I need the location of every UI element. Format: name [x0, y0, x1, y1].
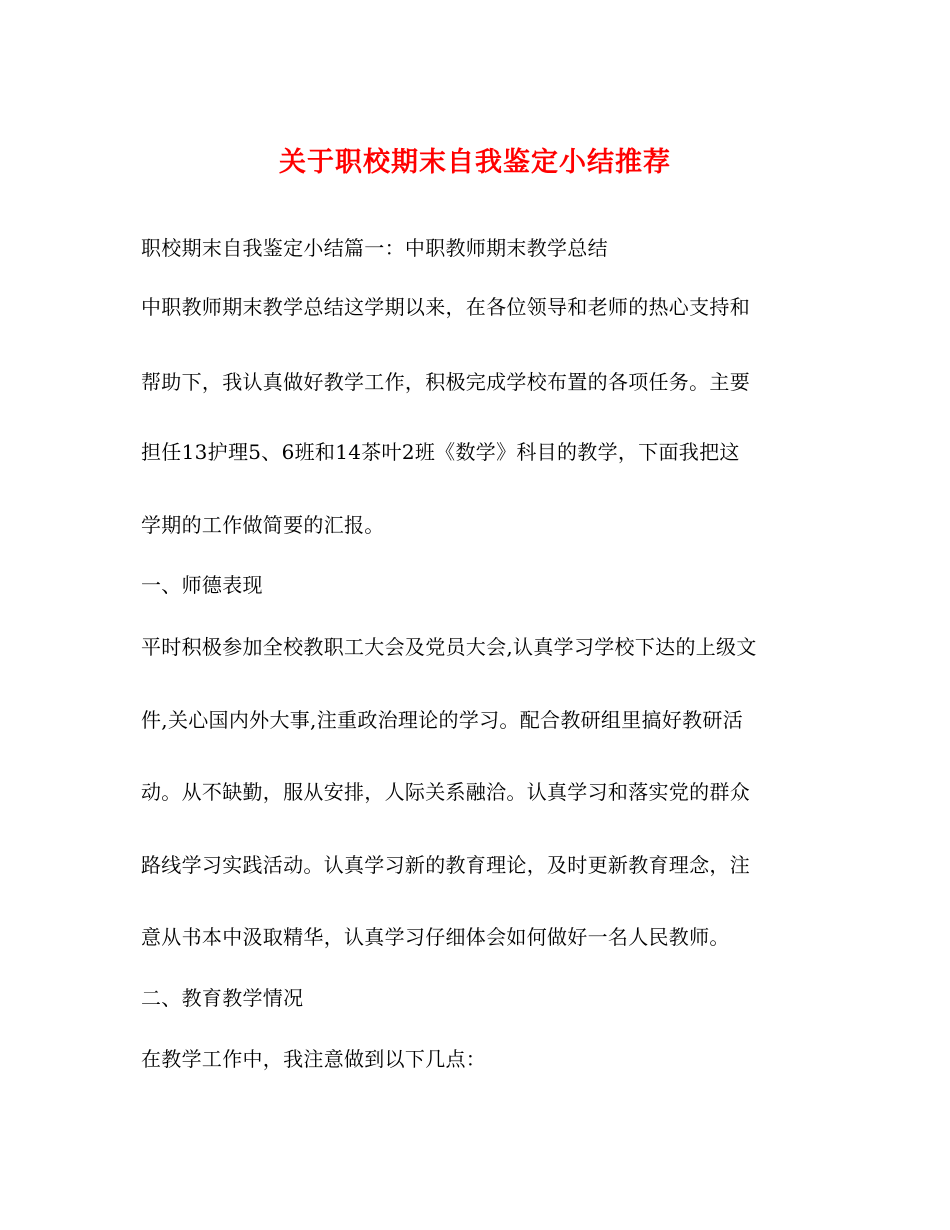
document-line: 意从书本中汲取精华，认真学习仔细体会如何做好一名人民教师。: [141, 925, 730, 949]
document-line: 件,关心国内外大事,注重政治理论的学习。配合教研组里搞好教研活: [141, 708, 744, 732]
document-line: 在教学工作中，我注意做到以下几点：: [141, 1047, 487, 1071]
document-line: 帮助下，我认真做好教学工作，积极完成学校布置的各项任务。主要: [141, 370, 750, 394]
document-line: 职校期末自我鉴定小结篇一：中职教师期末教学总结: [141, 236, 608, 260]
document-title: 关于职校期末自我鉴定小结推荐: [279, 147, 671, 178]
document-line: 中职教师期末教学总结这学期以来，在各位领导和老师的热心支持和: [141, 295, 750, 319]
document-line: 动。从不缺勤，服从安排，人际关系融洽。认真学习和落实党的群众: [141, 780, 750, 804]
document-line: 路线学习实践活动。认真学习新的教育理论，及时更新教育理念，注: [141, 853, 750, 877]
document-line: 担任13护理5、6班和14茶叶2班《数学》科目的教学，下面我把这: [141, 440, 740, 464]
section-heading: 二、教育教学情况: [141, 986, 304, 1010]
document-line: 平时积极参加全校教职工大会及党员大会,认真学习学校下达的上级文: [141, 635, 757, 659]
document-line: 学期的工作做简要的汇报。: [141, 513, 385, 537]
section-heading: 一、师德表现: [141, 573, 263, 597]
